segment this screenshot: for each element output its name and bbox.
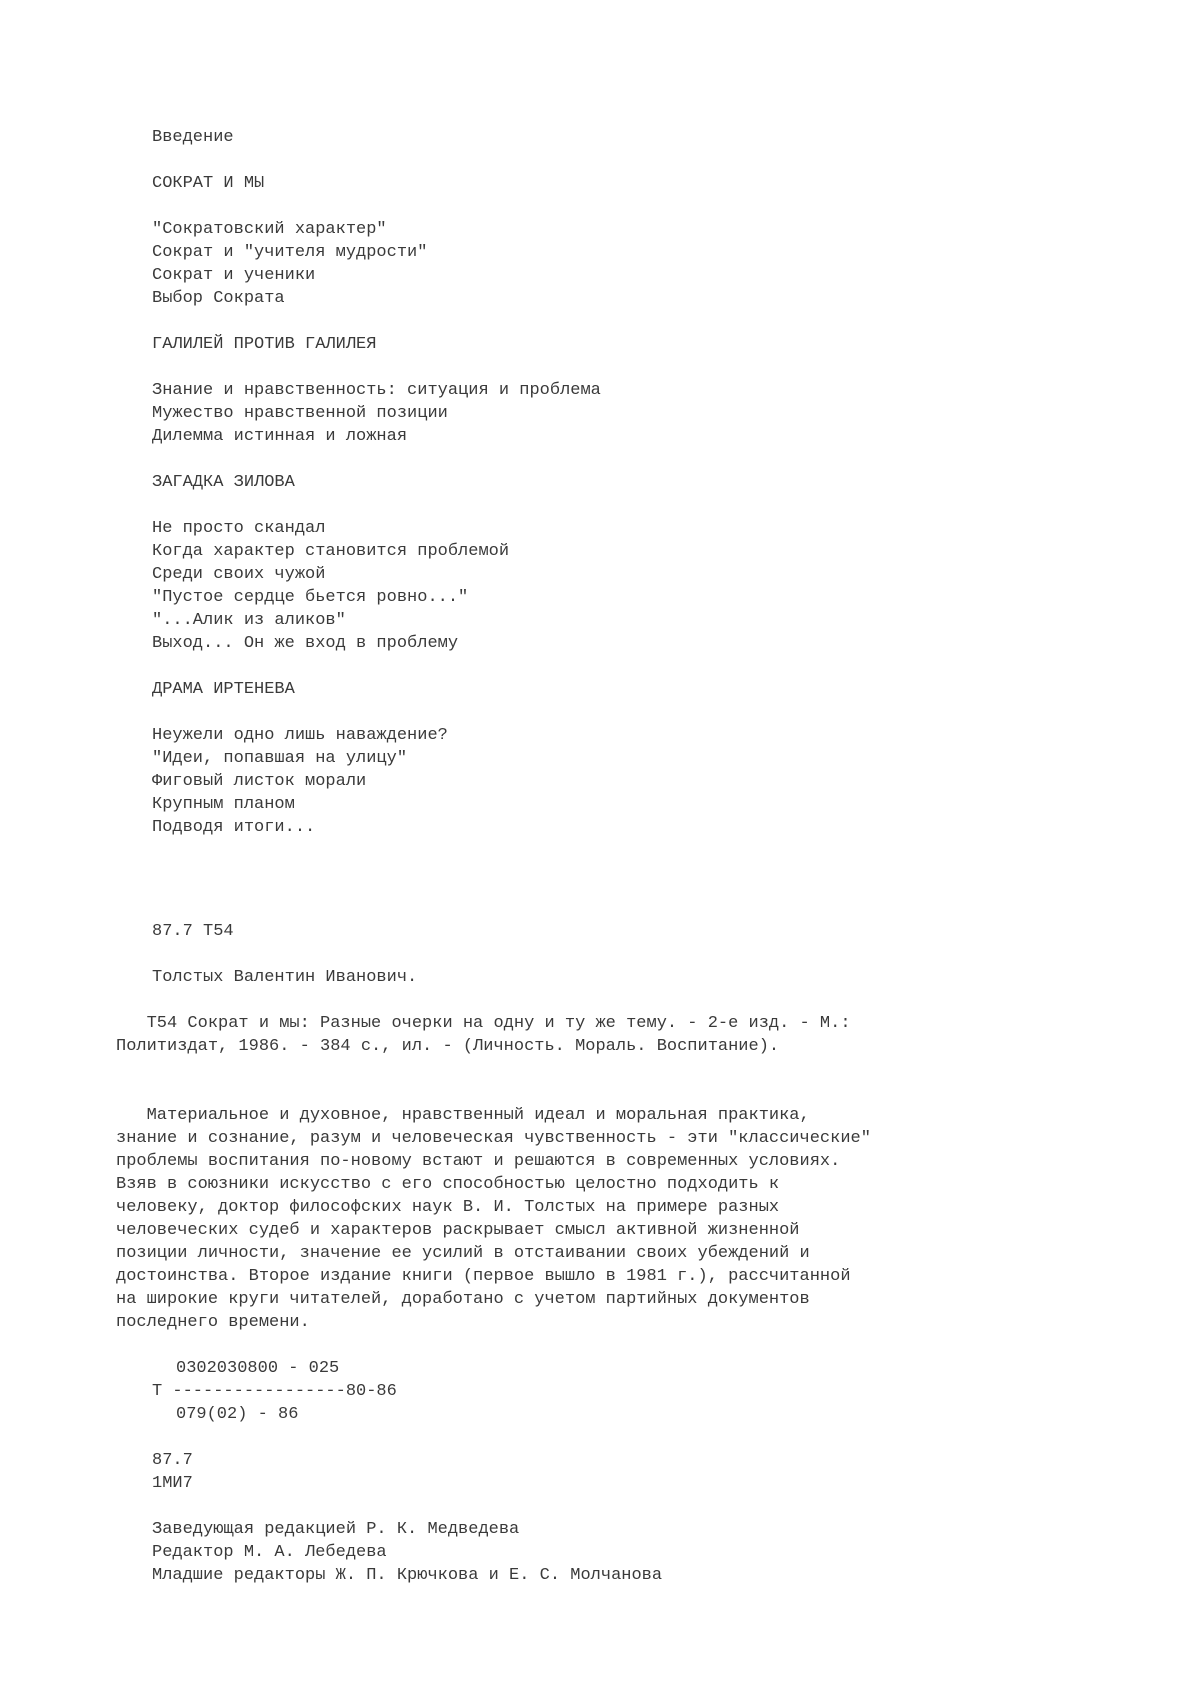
toc-section-heading: СОКРАТ И МЫ	[152, 174, 265, 193]
toc-section-heading: ГАЛИЛЕЙ ПРОТИВ ГАЛИЛЕЯ	[152, 335, 377, 354]
annotation-line: человеку, доктор философских наук В. И. Толстых на примере разных	[116, 1198, 780, 1217]
annotation-line: Взяв в союзники искусство с его способностью целостно подходить к	[116, 1175, 780, 1194]
annotation-line: достоинства. Второе издание книги (первое вышло в 1981 г.), рассчитанной	[116, 1267, 851, 1286]
toc-item: Дилемма истинная и ложная	[152, 427, 408, 446]
publication-code-line: 079(02) - 86	[176, 1405, 299, 1424]
toc-section-heading: ЗАГАДКА ЗИЛОВА	[152, 473, 295, 492]
toc-item: Фиговый листок морали	[152, 772, 367, 791]
toc-item: Не просто скандал	[152, 519, 326, 538]
toc-item: "Пустое сердце бьется ровно..."	[152, 588, 469, 607]
annotation-line: проблемы воспитания по-новому встают и решаются в современных условиях.	[116, 1152, 841, 1171]
toc-item: Среди своих чужой	[152, 565, 326, 584]
toc-item: Когда характер становится проблемой	[152, 542, 510, 561]
citation-line: Политиздат, 1986. - 384 с., ил. - (Личность. Мораль. Воспитание).	[116, 1037, 780, 1056]
toc-item: Выход... Он же вход в проблему	[152, 634, 459, 653]
toc-item: Крупным планом	[152, 795, 295, 814]
credit-line: Заведующая редакцией Р. К. Медведева	[152, 1520, 520, 1539]
toc-item: Мужество нравственной позиции	[152, 404, 448, 423]
annotation-line: позиции личности, значение ее усилий в отстаивании своих убеждений и	[116, 1244, 810, 1263]
toc-item: "...Алик из аликов"	[152, 611, 346, 630]
toc-item: Подводя итоги...	[152, 818, 316, 837]
publication-code-line: 0302030800 - 025	[176, 1359, 340, 1378]
toc-intro: Введение	[152, 128, 234, 147]
annotation-line: человеческих судеб и характеров раскрывает смысл активной жизненной	[116, 1221, 800, 1240]
annotation-line: на широкие круги читателей, доработано с учетом партийных документов	[116, 1290, 810, 1309]
toc-section-heading: ДРАМА ИРТЕНЕВА	[152, 680, 295, 699]
toc-item: Сократ и ученики	[152, 266, 316, 285]
index-code: 1МИ7	[152, 1474, 193, 1493]
annotation-line: Материальное и духовное, нравственный идеал и моральная практика,	[116, 1106, 810, 1125]
toc-item: "Сократовский характер"	[152, 220, 387, 239]
classification-code: 87.7 Т54	[152, 922, 234, 941]
publication-code-line: Т -----------------80-86	[152, 1382, 397, 1401]
citation-line: Т54 Сократ и мы: Разные очерки на одну и ту же тему. - 2-е изд. - М.:	[116, 1014, 851, 1033]
toc-item: Знание и нравственность: ситуация и проблема	[152, 381, 601, 400]
toc-item: Неужели одно лишь наваждение?	[152, 726, 448, 745]
credit-line: Младшие редакторы Ж. П. Крючкова и Е. С. Молчанова	[152, 1566, 663, 1585]
toc-item: "Идеи, попавшая на улицу"	[152, 749, 408, 768]
index-code: 87.7	[152, 1451, 193, 1470]
toc-item: Выбор Сократа	[152, 289, 285, 308]
author-name: Толстых Валентин Иванович.	[152, 968, 418, 987]
annotation-line: последнего времени.	[116, 1313, 310, 1332]
credit-line: Редактор М. А. Лебедева	[152, 1543, 387, 1562]
toc-item: Сократ и "учителя мудрости"	[152, 243, 428, 262]
annotation-line: знание и сознание, разум и человеческая чувственность - эти "классические"	[116, 1129, 871, 1148]
